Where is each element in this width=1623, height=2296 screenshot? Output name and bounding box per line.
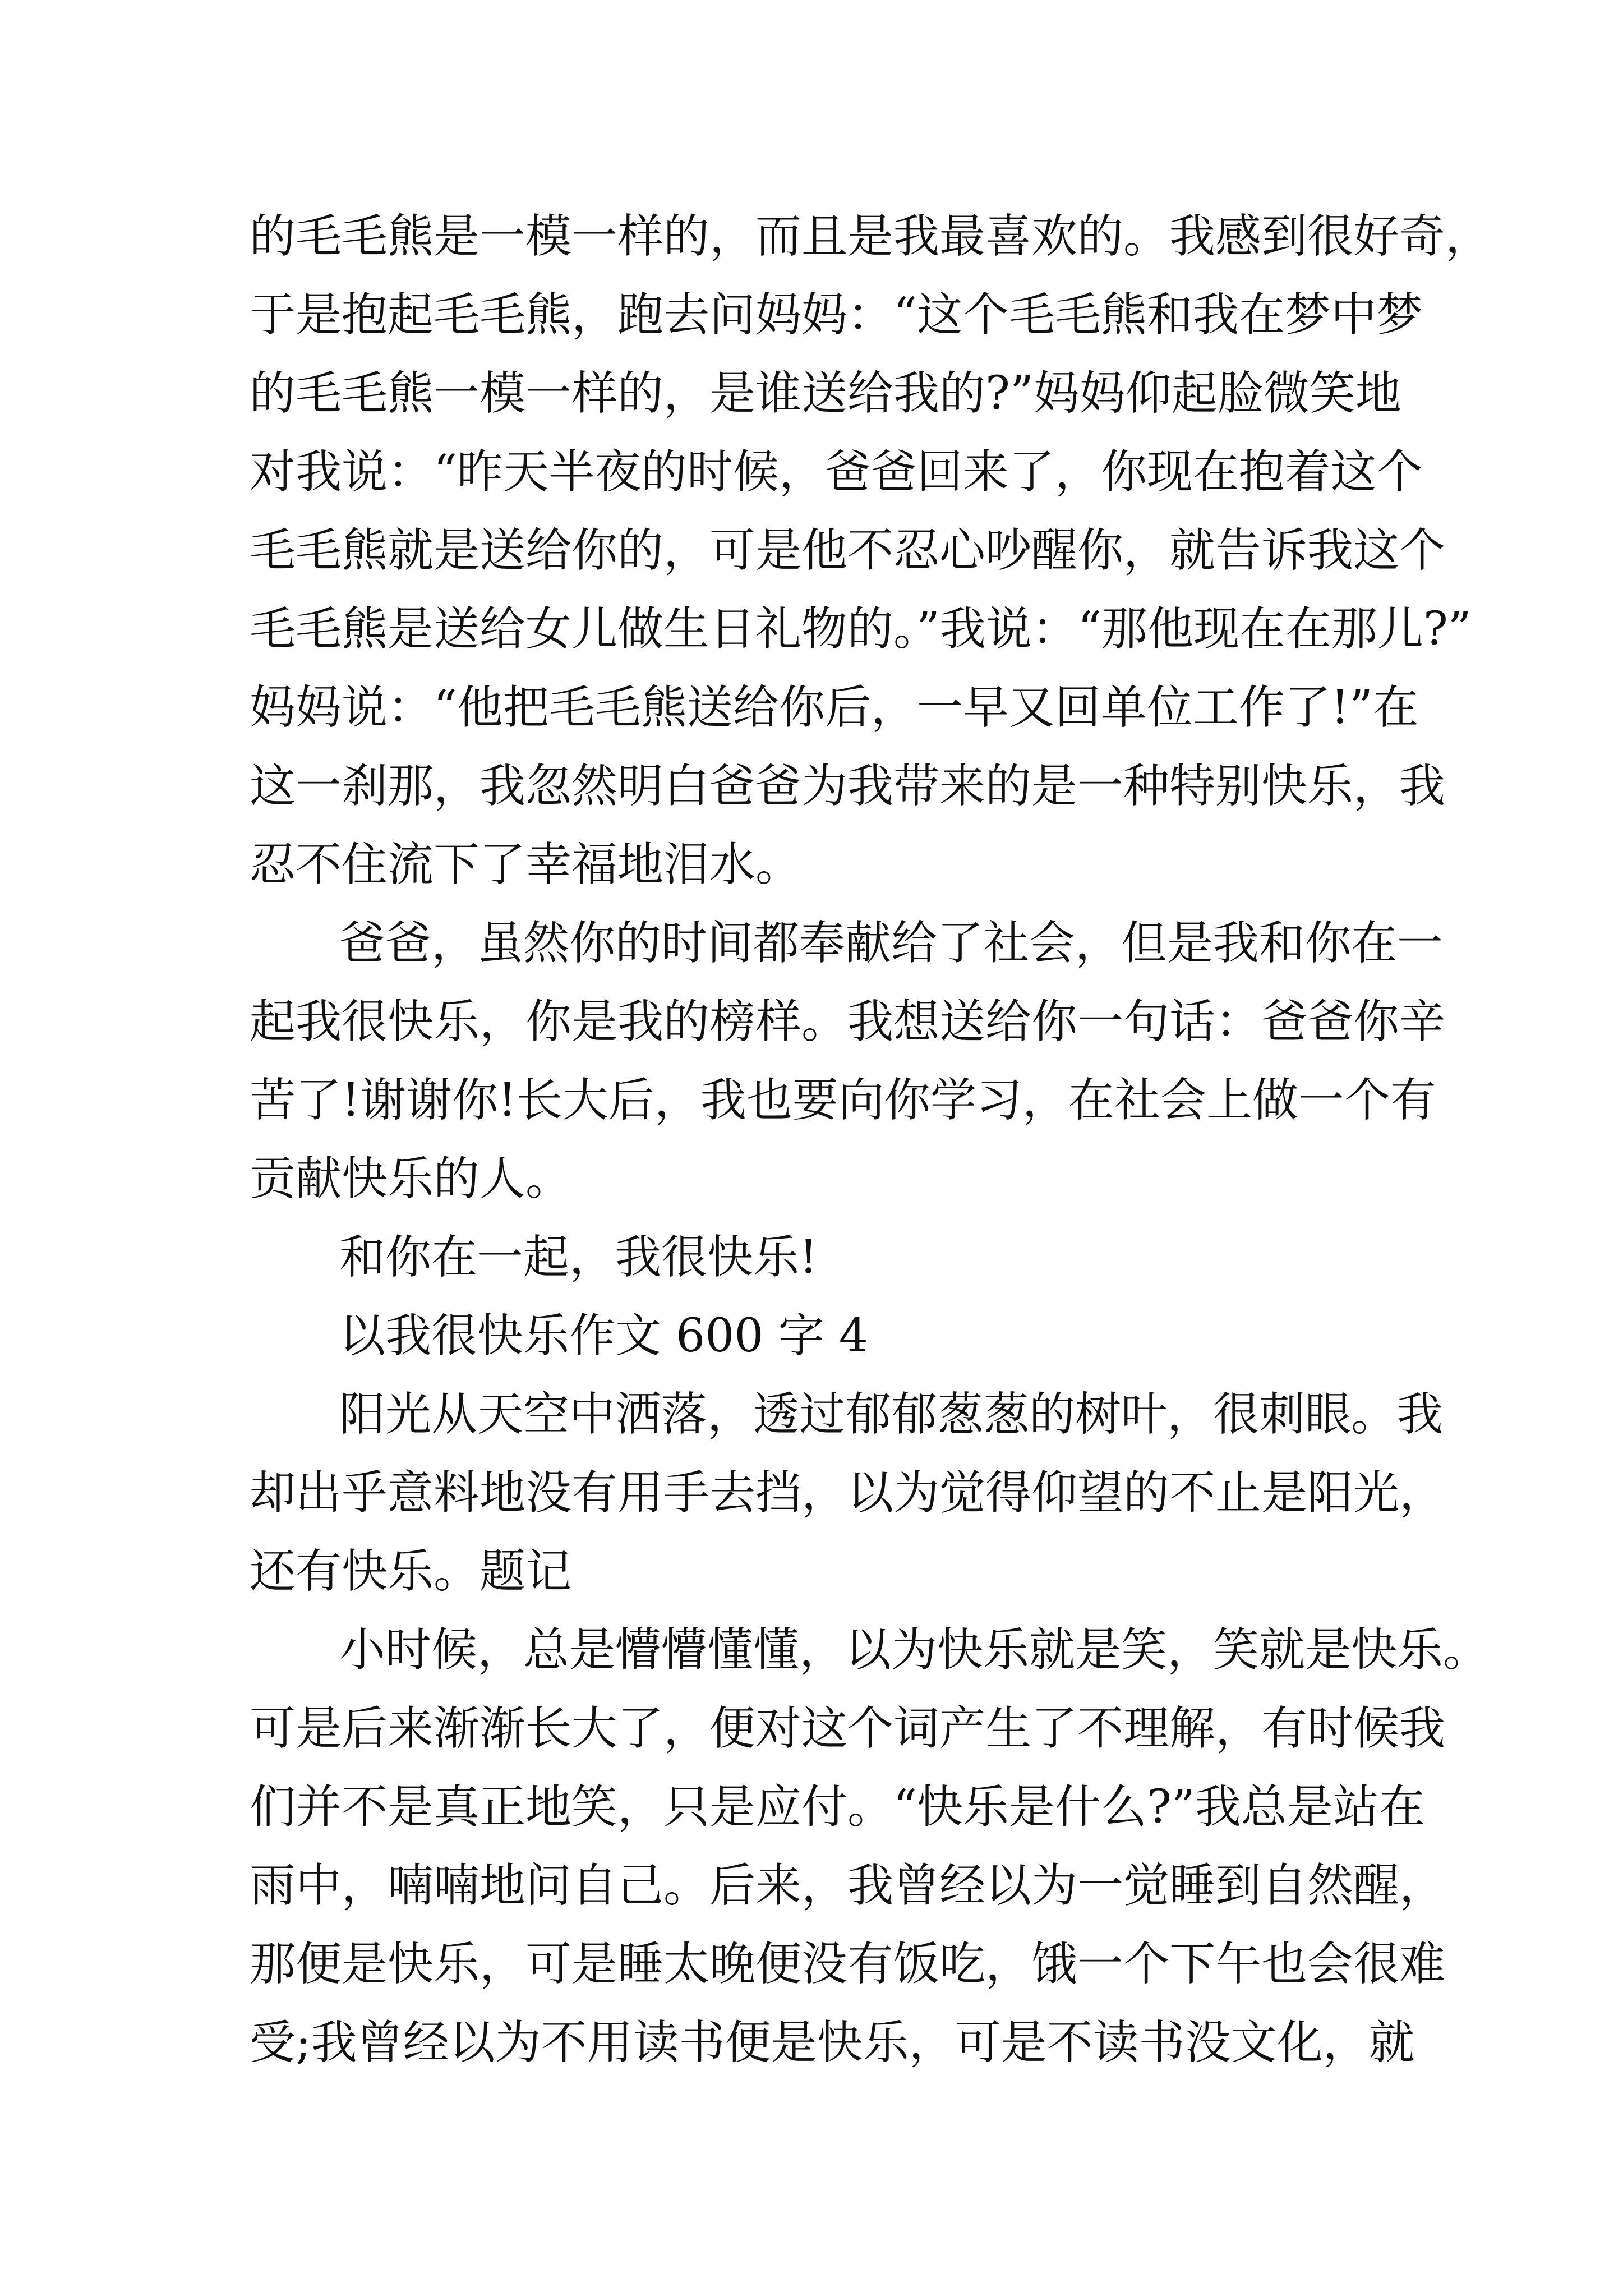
text-line: 对我说：“昨天半夜的时候，爸爸回来了，你现在抱着这个 (250, 445, 1423, 499)
text-line: 毛毛熊就是送给你的，可是他不忍心吵醒你，就告诉我这个 (250, 524, 1446, 577)
paragraph-start-line: 爸爸，虽然你的时间都奉献给了社会，但是我和你在一 (339, 917, 1444, 970)
section-heading: 以我很快乐作文 600 字 4 (339, 1309, 868, 1363)
paragraph-start-line: 和你在一起，我很快乐! (339, 1231, 818, 1284)
paragraph-start-line: 小时候，总是懵懵懂懂，以为快乐就是笑，笑就是快乐。 (339, 1623, 1490, 1677)
text-line: 苦了!谢谢你!长大后，我也要向你学习，在社会上做一个有 (250, 1074, 1436, 1127)
text-line: 这一刹那，我忽然明白爸爸为我带来的是一种特别快乐，我 (250, 760, 1446, 813)
text-line: 还有快乐。题记 (250, 1545, 572, 1598)
text-line: 却出乎意料地没有用手去挡，以为觉得仰望的不止是阳光， (250, 1466, 1446, 1520)
text-line: 可是后来渐渐长大了，便对这个词产生了不理解，有时候我 (250, 1702, 1446, 1755)
text-line: 的毛毛熊是一模一样的，而且是我最喜欢的。我感到很好奇， (250, 210, 1492, 263)
text-line: 毛毛熊是送给女儿做生日礼物的。”我说：“那他现在在那儿?” (250, 602, 1472, 656)
text-line: 妈妈说：“他把毛毛熊送给你后，一早又回单位工作了!”在 (250, 681, 1419, 734)
text-line: 忍不住流下了幸福地泪水。 (250, 838, 802, 891)
text-line: 起我很快乐，你是我的榜样。我想送给你一句话：爸爸你辛 (250, 995, 1446, 1048)
text-line: 受;我曾经以为不用读书便是快乐，可是不读书没文化，就 (250, 2016, 1415, 2069)
text-line: 贡献快乐的人。 (250, 1152, 572, 1205)
text-line: 雨中，喃喃地问自己。后来，我曾经以为一觉睡到自然醒， (250, 1859, 1446, 1912)
text-line: 们并不是真正地笑，只是应付。“快乐是什么?”我总是站在 (250, 1780, 1425, 1834)
paragraph-start-line: 阳光从天空中洒落，透过郁郁葱葱的树叶，很刺眼。我 (339, 1388, 1444, 1441)
text-line: 那便是快乐，可是睡太晚便没有饭吃，饿一个下午也会很难 (250, 1938, 1446, 1991)
text-line: 的毛毛熊一模一样的，是谁送给我的?”妈妈仰起脸微笑地 (250, 367, 1401, 420)
text-line: 于是抱起毛毛熊，跑去问妈妈：“这个毛毛熊和我在梦中梦 (250, 288, 1423, 342)
